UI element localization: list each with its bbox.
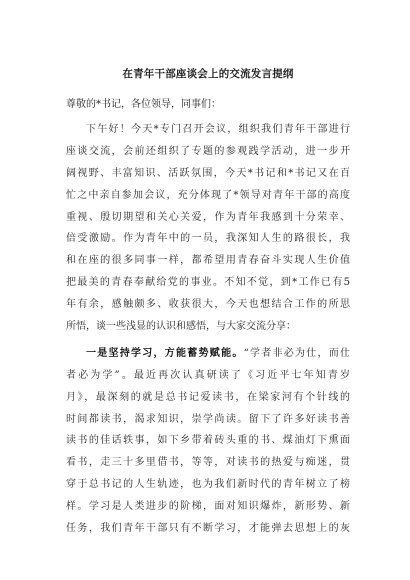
text-line: 读书的佳话轶事，如下乡带着砖头重的书、煤油灯下熏面 <box>66 435 350 447</box>
paragraph-opening <box>66 119 350 338</box>
text-line: 年有余，感触颇多、收获很大，今天也想结合工作的所思 <box>66 299 350 311</box>
text-line: 重视、殷切期望和关心关爱，作为青年我感到十分荣幸、 <box>66 211 350 223</box>
text-line: 月》，最深刻的就是总书记爱读书，在梁家河有个针线的 <box>66 391 350 403</box>
section-heading: 一是坚持学习，方能蓄势赋能。 <box>86 347 244 359</box>
text-line: 穿于总书记的人生轨迹，也为我们新时代的青年树立了榜 <box>66 479 350 491</box>
text-line: 者必为学”。最近再次认真研读了《习近平七年知青岁 <box>66 369 350 381</box>
text-line: 所悟，谈一些浅显的认识和感悟，与大家交流分享： <box>66 321 296 333</box>
text-line: 阔视野、丰富知识、活跃氛围，今天*书记和*书记又在百 <box>66 167 350 179</box>
text-line: 倍受激励。作为青年中的一员，我深知人生的路很长，我 <box>66 233 350 245</box>
text-line: 和在座的很多同事一样，都希望用青春奋斗实现人生价值 <box>66 255 350 267</box>
text-line: 下午好！今天*专门召开会议，组织我们青年干部进行 <box>86 124 350 135</box>
salutation: 尊敬的*书记，各位领导，同事们： <box>66 99 221 110</box>
document-title: 在青年干部座谈会上的交流发言提纲 <box>122 68 294 80</box>
text-line: 样。学习是人类进步的阶梯，面对知识爆炸，新形势、新 <box>66 501 350 513</box>
quote-start: “学者非必为仕，而仕 <box>243 347 350 359</box>
paragraph-study <box>66 343 350 540</box>
text-line: 时间都读书，渴求知识，崇学尚读。留下了许多好读书善 <box>66 413 350 425</box>
text-line <box>66 343 350 365</box>
text-line: 座谈交流，会前还组织了专题的参观践学活动，进一步开 <box>66 145 350 157</box>
text-line: 把最美的青春奉献给党的事业。不知不觉，到*工作已有5 <box>66 277 350 289</box>
text-line: 忙之中亲自参加会议，充分体现了*领导对青年干部的高度 <box>66 189 350 201</box>
text-line: 看书，走三十多里借书，等等，对读书的热爱与痴迷，贯 <box>66 457 350 469</box>
text-line: 任务，我们青年干部只有不断学习，才能弹去思想上的灰 <box>66 523 350 535</box>
